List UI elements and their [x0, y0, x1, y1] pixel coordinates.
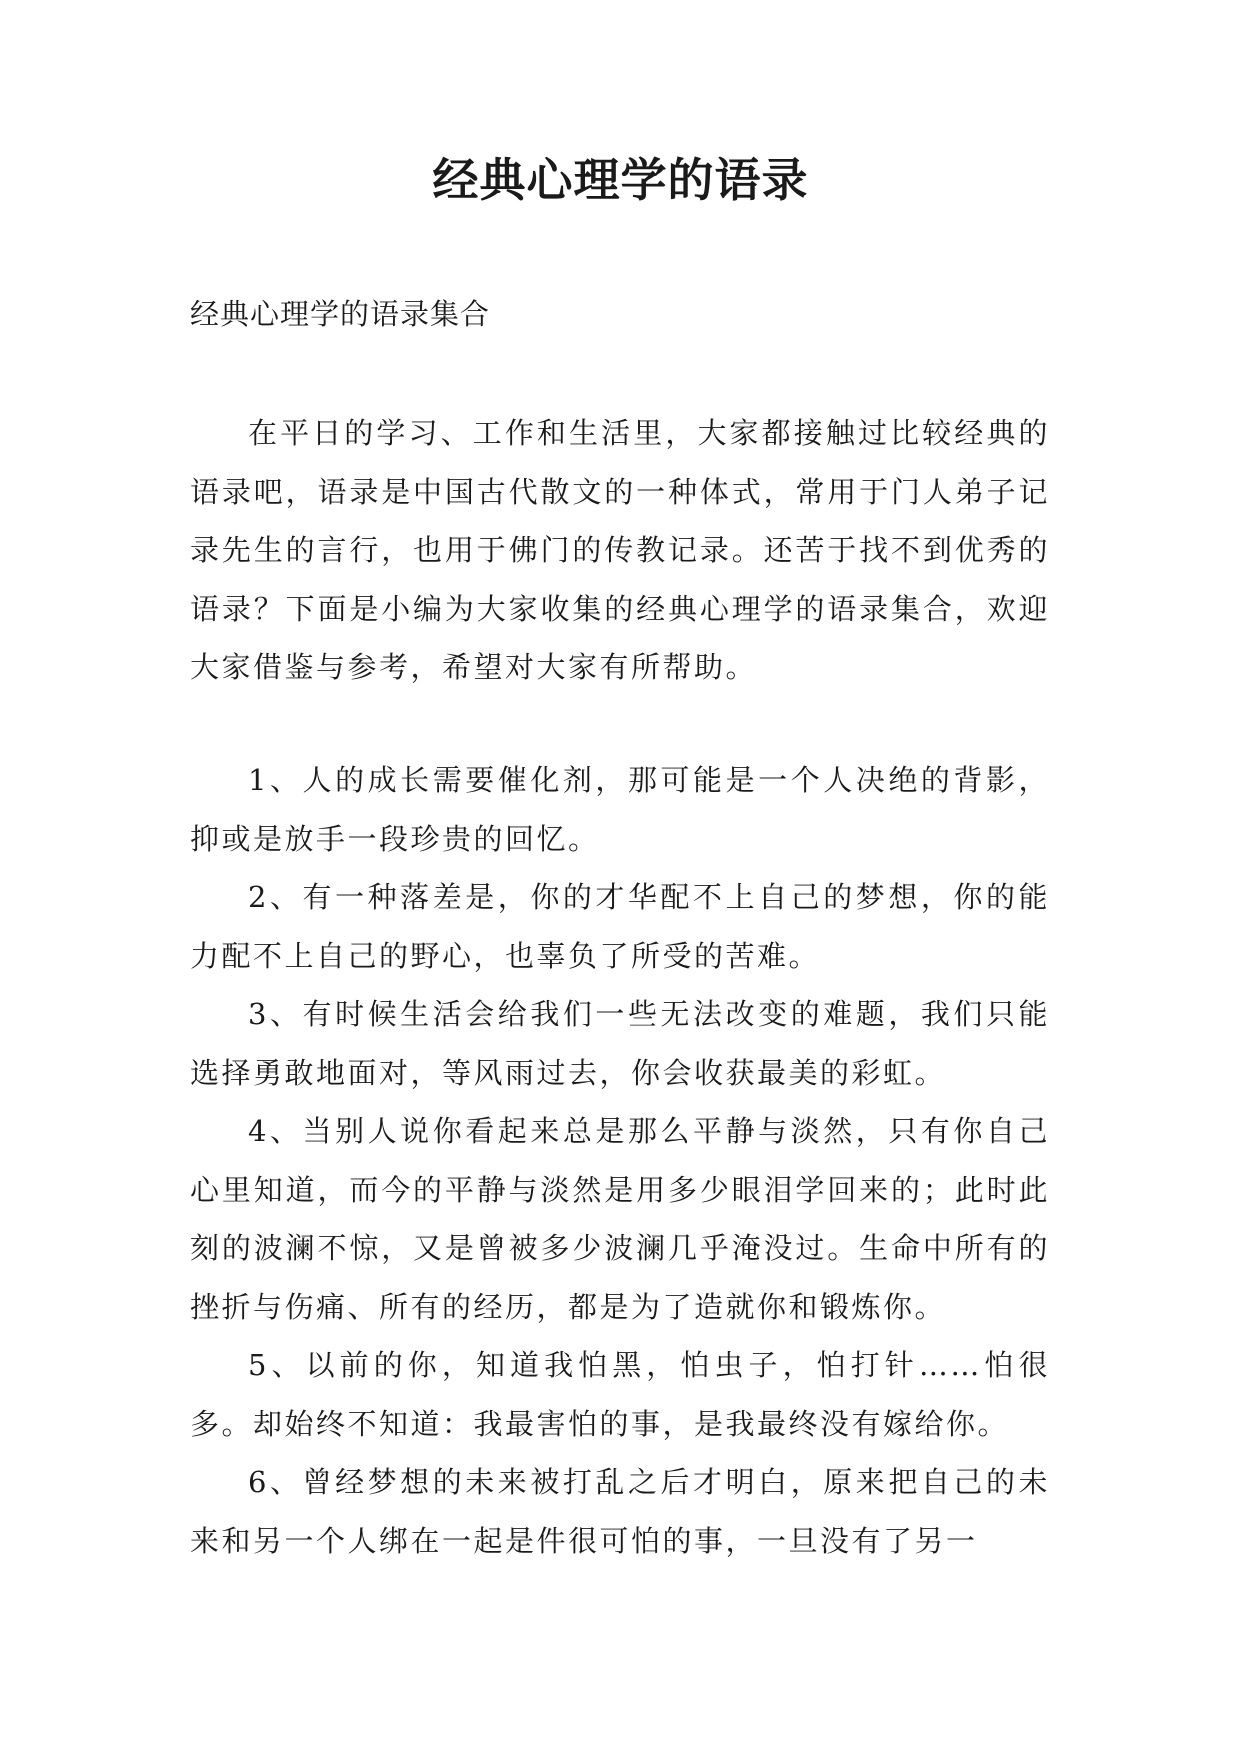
quote-item: 5、以前的你，知道我怕黑，怕虫子，怕打针……怕很多。却始终不知道：我最害怕的事，是我最终没有嫁给你。 [190, 1348, 1050, 1441]
intro-section [190, 404, 1050, 697]
quote-item: 4、当别人说你看起来总是那么平静与淡然，只有你自己心里知道，而今的平静与淡然是用多少眼泪学回来的；此时此刻的波澜不惊，又是曾被多少波澜几乎淹没过。生命中所有的挫折与伤痛、所有的经历，都是为了造就你和锻炼你。 [190, 1114, 1050, 1324]
quote-item: 2、有一种落差是，你的才华配不上自己的梦想，你的能力配不上自己的野心，也辜负了所受的苦难。 [190, 880, 1050, 973]
document-title: 经典心理学的语录 [432, 153, 809, 207]
intro-paragraph: 在平日的学习、工作和生活里，大家都接触过比较经典的语录吧，语录是中国古代散文的一种体式，常用于门人弟子记录先生的言行，也用于佛门的传教记录。还苦于找不到优秀的语录？下面是小编为大家收集的经典心理学的语录集合，欢迎大家借鉴与参考，希望对大家有所帮助。 [190, 416, 1050, 684]
quote-item: 1、人的成长需要催化剂，那可能是一个人决绝的背影，抑或是放手一段珍贵的回忆。 [190, 763, 1050, 856]
quote-item: 3、有时候生活会给我们一些无法改变的难题，我们只能选择勇敢地面对，等风雨过去，你会收获最美的彩虹。 [190, 997, 1050, 1090]
quotes-list [190, 751, 1050, 1570]
quote-item: 6、曾经梦想的未来被打乱之后才明白，原来把自己的未来和另一个人绑在一起是件很可怕的事，一旦没有了另一 [190, 1465, 1050, 1558]
document-subtitle: 经典心理学的语录集合 [190, 297, 491, 331]
